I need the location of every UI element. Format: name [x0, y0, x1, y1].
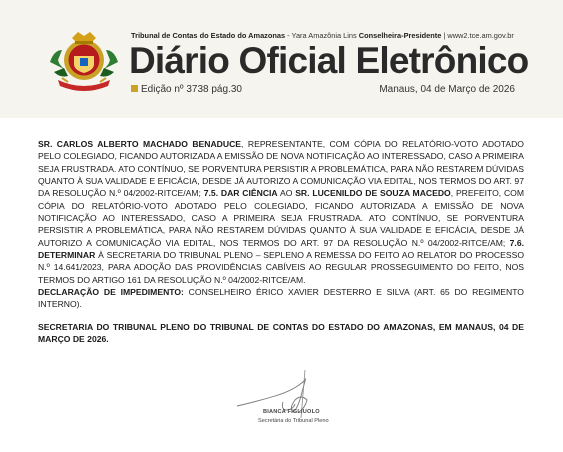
organization-name: Tribunal de Contas do Estado do Amazonas [131, 31, 286, 40]
para1-run: , PREFEITO, COM CÓPIA DO RELATÓRIO-VOTO ADOTADO PELO COLEGIADO, FICANDO AUTORIZADA A EMISSÃO DE NOVA NOTIFICAÇÃO AO INTERESSADO, CASO A PRIMEIRA SEJA FRUSTRADA. ATO CONTÍNUO, SE PORVENTURA PERSISTIR A PROBLEMÁTICA, PARA NÃO RESTAREM DÚVIDAS QUANTO À SUA VALIDADE E EFICÁCIA, DESDE JÁ AUTORIZO A COMUNICAÇÃO VIA EDITAL, NOS TERMOS DO ART. 97 DA RESOLUÇÃO N.º 04/2002-RITCE/AM; [38, 188, 524, 248]
page-title: Diário Oficial Eletrônico [129, 40, 529, 81]
organization-line [131, 31, 514, 40]
para1-run: AO [277, 188, 296, 199]
president-title: Conselheira-Presidente [358, 31, 442, 40]
para2-run: CONSELHEIRO ÉRICO XAVIER DESTERRO E SILVA (ART. 65 DO REGIMENTO INTERNO). [38, 287, 524, 310]
signatory-name: BIANCA FIGLIUOLO [263, 409, 320, 415]
signature-block [235, 366, 345, 448]
edition-text: Edição nº 3738 pág.30 [141, 84, 242, 95]
president-name: - Yara Amazônia Lins [285, 31, 359, 40]
para1-run: 7.6. DETERMINAR [38, 237, 524, 261]
website: | www2.tce.am.gov.br [441, 31, 514, 40]
para2-run: DECLARAÇÃO DE IMPEDIMENTO: [38, 287, 184, 298]
handwritten-signature [235, 366, 345, 448]
edition-info [131, 84, 242, 95]
para1-run: SR. LUCENILDO DE SOUZA MACEDO [295, 188, 451, 199]
square-bullet-icon [131, 85, 138, 92]
closing-statement [38, 321, 524, 346]
paragraph-decision [38, 138, 524, 286]
para1-run: , REPRESENTANTE, COM CÓPIA DO RELATÓRIO-VOTO ADOTADO PELO COLEGIADO, FICANDO AUTORIZADA A EMISSÃO DE NOVA NOTIFICAÇÃO AO INTERESSADO, CASO A PRIMEIRA SEJA FRUSTRADA. ATO CONTÍNUO, SE PORVENTURA PERSISTIR A PROBLEMÁTICA, PARA NÃO RESTAREM DÚVIDAS QUANTO À SUA VALIDADE E EFICÁCIA, DESDE JÁ AUTORIZO A COMUNICAÇÃO VIA EDITAL, NOS TERMOS DO ART. 97 DA RESOLUÇÃO N.º 04/2002-RITCE/AM; [38, 139, 524, 199]
para1-run: À SECRETARIA DO TRIBUNAL PLENO – SEPLENO A REMESSA DO FEITO AO RELATOR DO PROCESSO N.º 14.641/2023, PARA ADOÇÃO DAS PROVIDÊNCIAS CABÍVEIS AO REGULAR PROSSEGUIMENTO DO FEITO, NOS TERMOS DO ARTIGO 161 DA RESOLUÇÃO N.º 04/2002-RITCE/AM. [38, 250, 524, 285]
coat-of-arms-logo [44, 20, 124, 100]
paragraph-impediment [38, 286, 524, 311]
publication-date: Manaus, 04 de Março de 2026 [379, 84, 515, 95]
document-body [38, 138, 524, 346]
signatory-role: Secretária do Tribunal Pleno [258, 418, 329, 424]
para1-run: 7.5. DAR CIÊNCIA [203, 188, 278, 199]
closing-text: SECRETARIA DO TRIBUNAL PLENO DO TRIBUNAL DE CONTAS DO ESTADO DO AMAZONAS, EM MANAUS, 04 DE MARÇO DE 2026. [38, 321, 524, 345]
para1-run: SR. CARLOS ALBERTO MACHADO BENADUCE [38, 139, 242, 149]
masthead [0, 0, 563, 118]
